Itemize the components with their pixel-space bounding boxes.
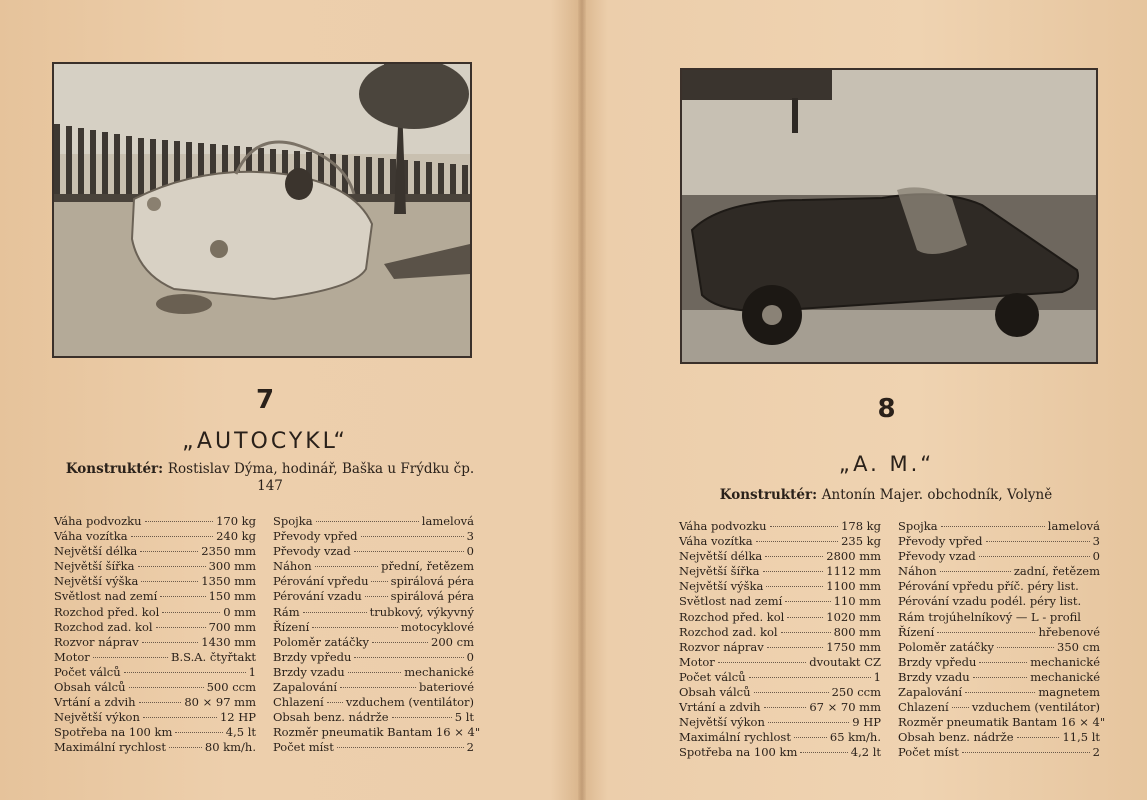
spec-row — [273, 680, 474, 695]
am-photo-drawing — [682, 70, 1096, 362]
entry-number: 8 — [877, 394, 896, 424]
leader-dots — [997, 647, 1054, 648]
leader-dots — [1017, 737, 1060, 738]
spec-key: Vrtání a zdvih — [679, 700, 761, 715]
autocykl-photo — [52, 62, 472, 358]
leader-dots — [718, 662, 807, 663]
spec-key: Převody vzad — [273, 544, 351, 559]
spec-row — [898, 579, 1100, 594]
leader-dots — [312, 627, 398, 628]
spec-key: Zapalování — [273, 680, 338, 695]
spec-row — [898, 670, 1100, 685]
constructor-line — [646, 487, 1126, 504]
leader-dots — [937, 632, 1035, 633]
spec-value: 235 kg — [841, 534, 881, 549]
spec-key: Počet válců — [679, 669, 746, 684]
constructor-label: Konstruktér: — [65, 461, 164, 477]
leader-dots — [340, 687, 416, 688]
spec-row — [273, 529, 474, 544]
spec-row — [54, 710, 256, 725]
spec-row — [54, 544, 256, 559]
spec-row — [679, 700, 881, 715]
leader-dots — [979, 556, 1090, 557]
spec-value: 1100 mm — [826, 579, 881, 594]
spec-value: 65 km/h. — [829, 730, 881, 745]
spec-key: Největší délka — [679, 549, 763, 564]
spec-key: Rám — [273, 604, 300, 619]
spec-key: Maximální rychlost — [679, 730, 791, 745]
spec-row — [54, 514, 256, 529]
spec-key: Váha vozítka — [679, 534, 753, 549]
spec-key: Obsah benz. nádrže — [898, 730, 1014, 745]
spec-value: 178 kg — [841, 519, 881, 533]
spec-row — [273, 589, 474, 604]
leader-dots — [754, 692, 829, 693]
spec-row — [898, 625, 1100, 640]
spec-value: 3 — [1092, 534, 1100, 549]
spec-row — [679, 730, 881, 745]
spec-value: dvoutakt CZ — [809, 654, 881, 669]
spec-row — [273, 635, 474, 650]
spec-value: zadní, řetězem — [1013, 564, 1100, 579]
spec-key: Největší výkon — [679, 715, 765, 730]
spec-key: Maximální rychlost — [54, 740, 166, 755]
spec-key: Rozchod před. kol — [679, 609, 785, 624]
leader-dots — [372, 642, 428, 643]
spec-value: 80 km/h. — [204, 740, 256, 755]
spec-key: Spojka — [273, 514, 313, 528]
spec-value: 250 ccm — [831, 685, 881, 700]
spec-key: Rozchod před. kol — [54, 604, 160, 619]
spec-key: Největší délka — [54, 544, 138, 559]
leader-dots — [303, 612, 367, 613]
leader-dots — [962, 752, 1090, 753]
spec-value: 0 — [466, 544, 474, 559]
leader-dots — [800, 752, 847, 753]
leader-dots — [162, 612, 220, 613]
leader-dots — [392, 717, 452, 718]
spec-value: 3 — [466, 529, 474, 544]
spec-row — [54, 620, 256, 635]
spec-key: Spotřeba na 100 km — [679, 745, 798, 760]
spec-row — [54, 650, 256, 665]
spec-column-1 — [54, 514, 256, 756]
leader-dots — [327, 702, 343, 703]
spec-key: Motor — [679, 654, 715, 669]
spec-row — [273, 620, 474, 635]
autocykl-photo-drawing — [54, 64, 470, 356]
spec-key: Poloměr zatáčky — [273, 634, 369, 649]
spec-key: Rozchod zad. kol — [679, 624, 778, 639]
spec-row — [54, 680, 256, 695]
spec-value: 11,5 lt — [1062, 730, 1100, 745]
spec-key: Největší šířka — [54, 559, 135, 574]
spec-key: Největší výkon — [54, 710, 140, 725]
spec-key: Obsah válců — [54, 680, 126, 695]
spec-value: 4,2 lt — [850, 745, 881, 760]
spec-key: Největší šířka — [679, 564, 760, 579]
spec-key: Rozměr pneumatik Bantam 16 × 4" — [898, 715, 1106, 730]
spec-value: mechanické — [1030, 669, 1100, 684]
spec-key: Pérování vzadu podél. péry list. — [898, 594, 1082, 609]
leader-dots — [986, 541, 1090, 542]
spec-value: 1112 mm — [826, 564, 881, 579]
leader-dots — [348, 672, 402, 673]
spec-value: 1 — [873, 669, 881, 684]
spec-value: spirálová péra — [390, 574, 474, 589]
vehicle-name: „AUTOCYKL“ — [182, 429, 348, 454]
constructor-text: Rostislav Dýma, hodinář, Baška u Frýdku čp. 147 — [167, 461, 475, 494]
entry-number: 7 — [255, 385, 275, 415]
spec-value: lamelová — [421, 514, 474, 528]
spec-value: 80 × 97 mm — [184, 695, 256, 710]
spec-key: Zapalování — [898, 685, 963, 700]
spec-row — [679, 534, 881, 549]
spec-value: mechanické — [1030, 654, 1100, 669]
spec-row — [898, 685, 1100, 700]
spec-key: Řízení — [898, 624, 935, 639]
spec-row — [679, 640, 881, 655]
spec-row — [898, 745, 1100, 760]
spec-column-2 — [898, 519, 1106, 761]
spec-key: Rozvor náprav — [54, 634, 139, 649]
spec-row — [898, 564, 1100, 579]
spec-key: Chlazení — [273, 695, 324, 710]
spec-value: 2 — [1092, 745, 1100, 760]
spec-value: hřebenové — [1038, 624, 1100, 639]
spec-row — [273, 725, 481, 740]
leader-dots — [156, 627, 206, 628]
leader-dots — [131, 536, 213, 537]
leader-dots — [794, 737, 827, 738]
spec-value: spirálová péra — [390, 589, 474, 604]
spec-row — [679, 655, 881, 670]
leader-dots — [979, 662, 1027, 663]
leader-dots — [365, 596, 388, 597]
spec-value: 1 — [248, 664, 256, 679]
spec-value: přední, řetězem — [381, 559, 474, 574]
leader-dots — [781, 632, 831, 633]
spec-row — [54, 529, 256, 544]
spec-key: Počet válců — [54, 664, 121, 679]
spec-key: Pérování vpředu — [273, 574, 369, 589]
spec-value: 67 × 70 mm — [809, 700, 881, 715]
am-photo — [680, 68, 1098, 364]
leader-dots — [965, 692, 1035, 693]
spec-key: Počet míst — [898, 745, 959, 760]
leader-dots — [763, 571, 824, 572]
spec-key: Vrtání a zdvih — [54, 695, 136, 710]
leader-dots — [93, 657, 168, 658]
spec-value: 0 — [1092, 549, 1100, 564]
spec-value: 700 mm — [208, 619, 256, 634]
leader-dots — [142, 642, 199, 643]
spec-row — [273, 650, 474, 665]
spec-row — [679, 579, 881, 594]
spec-key: Motor — [54, 649, 90, 664]
spec-key: Brzdy vpředu — [273, 649, 352, 664]
leader-dots — [768, 722, 849, 723]
spec-key: Řízení — [273, 619, 310, 634]
spec-row — [898, 594, 1100, 609]
spec-value: 200 cm — [431, 634, 474, 649]
spec-key: Náhon — [273, 559, 312, 574]
spec-row — [273, 695, 474, 710]
spec-row — [54, 635, 256, 650]
spec-key: Brzdy vzadu — [898, 669, 970, 684]
spec-key: Převody vpřed — [898, 534, 983, 549]
spec-row — [54, 725, 256, 740]
spec-row — [273, 605, 474, 620]
spec-row — [679, 745, 881, 760]
spec-value: trubkový, výkyvný — [369, 604, 474, 619]
leader-dots — [169, 747, 202, 748]
spec-row — [679, 610, 881, 625]
spec-value: mechanické — [404, 664, 474, 679]
spec-key: Váha podvozku — [54, 514, 142, 528]
spec-value: 9 HP — [852, 715, 881, 730]
spec-key: Náhon — [898, 564, 937, 579]
spec-key: Největší výška — [679, 579, 764, 594]
spec-row — [273, 559, 474, 574]
spec-row — [679, 625, 881, 640]
spec-row — [54, 605, 256, 620]
spec-value: magnetem — [1038, 685, 1100, 700]
leader-dots — [767, 647, 824, 648]
spec-value: vzduchem (ventilátor) — [345, 695, 474, 710]
spec-row — [273, 574, 474, 589]
leader-dots — [124, 672, 246, 673]
vehicle-name: „A. M.“ — [838, 452, 935, 476]
spec-value: 350 cm — [1057, 639, 1100, 654]
spec-key: Poloměr zatáčky — [898, 639, 994, 654]
spec-key: Chlazení — [898, 700, 949, 715]
spec-row — [679, 715, 881, 730]
spec-key: Světlost nad zemí — [679, 594, 783, 609]
spec-key: Váha podvozku — [679, 519, 767, 533]
constructor-text: Antonín Majer. obchodník, Volyně — [821, 487, 1053, 503]
leader-dots — [175, 732, 222, 733]
spec-row — [273, 514, 474, 529]
constructor-line — [60, 461, 480, 495]
spec-row — [898, 700, 1100, 715]
spec-value: 0 mm — [223, 604, 256, 619]
spec-row — [679, 670, 881, 685]
leader-dots — [940, 571, 1011, 572]
spec-key: Převody vpřed — [273, 529, 358, 544]
leader-dots — [371, 581, 387, 582]
spec-value: 300 mm — [208, 559, 256, 574]
spec-row — [273, 665, 474, 680]
leader-dots — [129, 687, 204, 688]
leader-dots — [787, 617, 823, 618]
spec-key: Spojka — [898, 519, 938, 533]
spec-row — [273, 740, 474, 755]
spec-row — [898, 655, 1100, 670]
spec-key: Převody vzad — [898, 549, 976, 564]
leader-dots — [785, 601, 830, 602]
spec-row — [679, 594, 881, 609]
spec-value: 0 — [466, 649, 474, 664]
leader-dots — [160, 596, 205, 597]
leader-dots — [756, 541, 838, 542]
constructor-label: Konstruktér: — [719, 487, 818, 503]
leader-dots — [354, 657, 463, 658]
spec-value: 1430 mm — [201, 634, 256, 649]
spec-value: 4,5 lt — [225, 725, 256, 740]
spec-value: 5 lt — [454, 710, 474, 725]
spec-row — [679, 564, 881, 579]
spec-row — [679, 519, 881, 534]
spec-row — [54, 559, 256, 574]
leader-dots — [973, 677, 1028, 678]
spec-value: lamelová — [1047, 519, 1100, 533]
leader-dots — [145, 521, 214, 522]
spec-key: Rozchod zad. kol — [54, 619, 153, 634]
spec-key: Pérování vpředu příč. péry list. — [898, 579, 1079, 594]
leader-dots — [941, 526, 1045, 527]
spec-key: Rozměr pneumatik Bantam 16 × 4" — [273, 725, 481, 740]
leader-dots — [315, 566, 378, 567]
spec-value: 800 mm — [833, 624, 881, 639]
spec-column-2 — [273, 514, 481, 756]
spec-value: B.S.A. čtyřtakt — [171, 649, 256, 664]
leader-dots — [952, 707, 969, 708]
spec-key: Rám trojúhelníkový — L - profil — [898, 609, 1081, 624]
spec-row — [898, 640, 1100, 655]
leader-dots — [140, 551, 198, 552]
spec-value: 2 — [466, 740, 474, 755]
spec-key: Váha vozítka — [54, 529, 128, 544]
spec-row — [54, 740, 256, 755]
spec-row — [898, 534, 1100, 549]
spec-value: bateriové — [418, 680, 474, 695]
spec-key: Rozvor náprav — [679, 639, 764, 654]
spec-row — [898, 715, 1106, 730]
right-page — [586, 0, 1147, 800]
leader-dots — [764, 707, 807, 708]
spec-row — [54, 665, 256, 680]
spec-value: motocyklové — [400, 619, 474, 634]
spec-key: Obsah válců — [679, 685, 751, 700]
leader-dots — [316, 521, 419, 522]
spec-row — [898, 519, 1100, 534]
spec-value: 2350 mm — [201, 544, 256, 559]
spec-value: vzduchem (ventilátor) — [971, 700, 1100, 715]
spec-key: Pérování vzadu — [273, 589, 362, 604]
spec-key: Spotřeba na 100 km — [54, 725, 173, 740]
spec-key: Obsah benz. nádrže — [273, 710, 389, 725]
spec-column-1 — [679, 519, 881, 761]
spec-value: 110 mm — [833, 594, 881, 609]
spec-row — [273, 544, 474, 559]
spec-row — [54, 589, 256, 604]
spec-key: Brzdy vpředu — [898, 654, 977, 669]
spec-key: Počet míst — [273, 740, 334, 755]
spec-row — [898, 549, 1100, 564]
spec-value: 240 kg — [216, 529, 256, 544]
leader-dots — [138, 566, 206, 567]
spec-row — [54, 695, 256, 710]
spec-value: 2800 mm — [826, 549, 881, 564]
leader-dots — [770, 526, 839, 527]
spec-value: 1350 mm — [201, 574, 256, 589]
spec-value: 150 mm — [208, 589, 256, 604]
leader-dots — [141, 581, 198, 582]
leader-dots — [354, 551, 464, 552]
spec-row — [273, 710, 474, 725]
spec-value: 500 ccm — [206, 680, 256, 695]
spec-row — [679, 549, 881, 564]
spec-row — [898, 610, 1100, 625]
leader-dots — [337, 747, 464, 748]
leader-dots — [139, 702, 182, 703]
spec-key: Největší výška — [54, 574, 139, 589]
spec-value: 170 kg — [216, 514, 256, 528]
leader-dots — [361, 536, 464, 537]
leader-dots — [766, 586, 823, 587]
spec-row — [679, 685, 881, 700]
spec-row — [898, 730, 1100, 745]
leader-dots — [143, 717, 217, 718]
leader-dots — [749, 677, 871, 678]
leader-dots — [765, 556, 823, 557]
spec-key: Světlost nad zemí — [54, 589, 158, 604]
spec-value: 12 HP — [219, 710, 256, 725]
spec-value: 1020 mm — [826, 609, 881, 624]
spec-value: 1750 mm — [826, 639, 881, 654]
spec-key: Brzdy vzadu — [273, 664, 345, 679]
spec-row — [54, 574, 256, 589]
